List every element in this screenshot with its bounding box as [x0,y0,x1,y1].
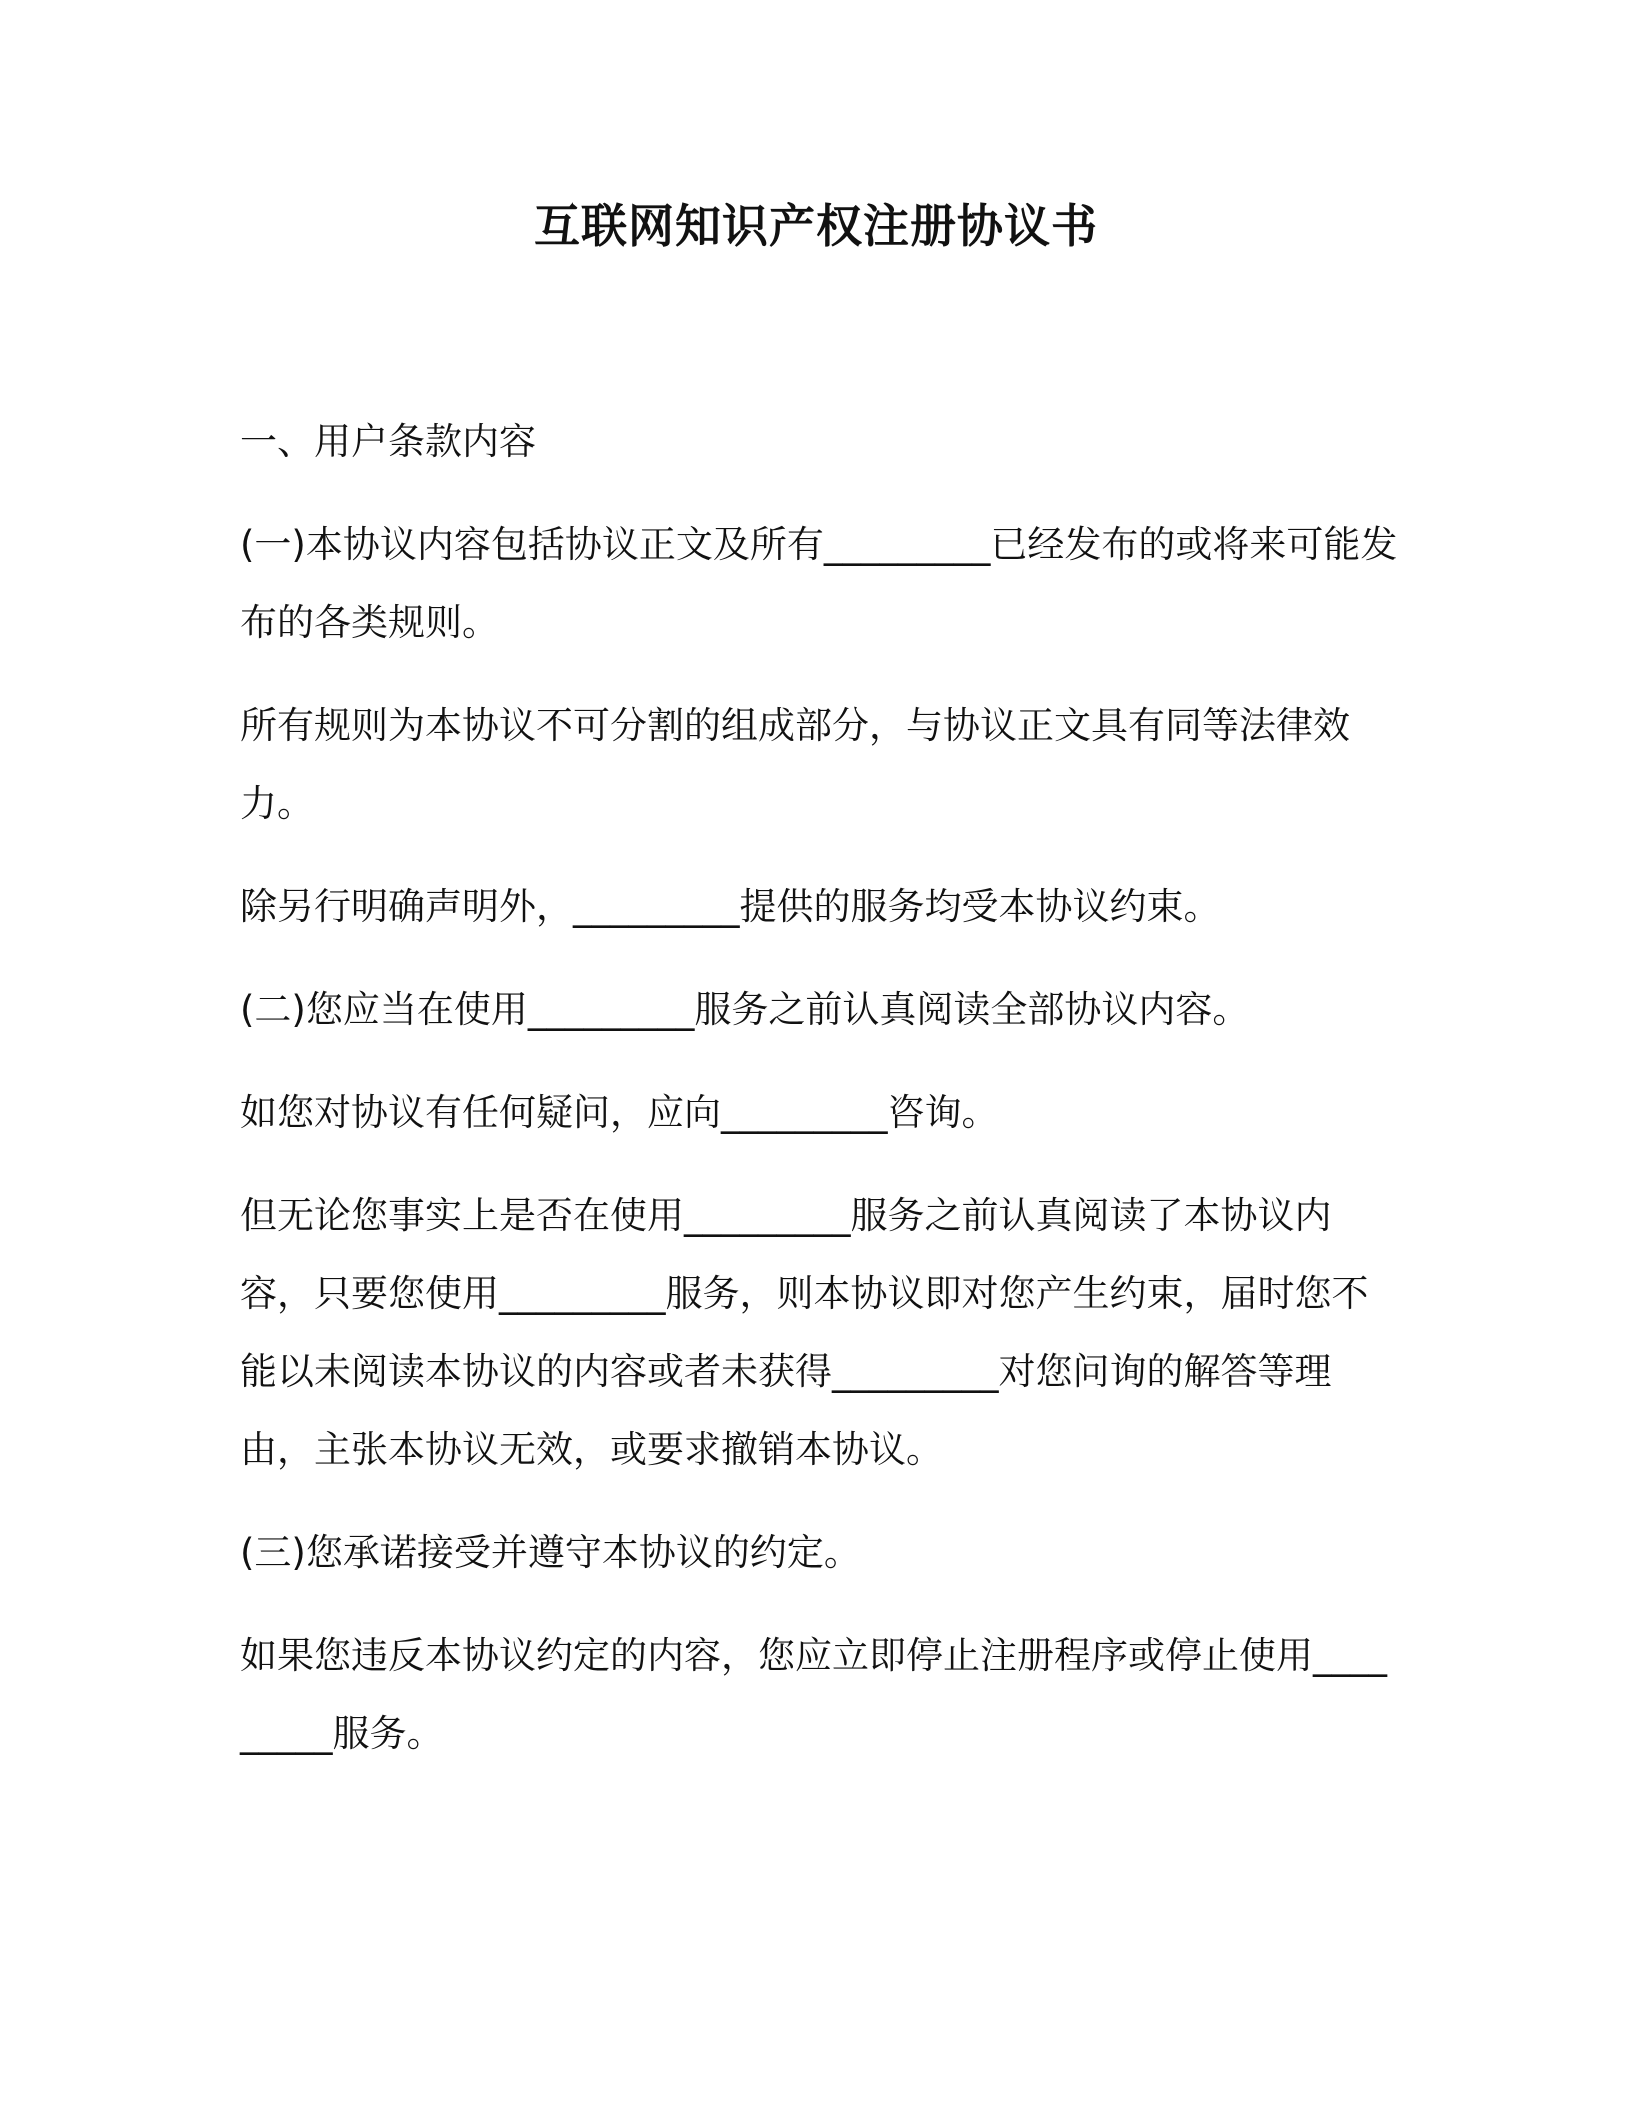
document-title: 互联网知识产权注册协议书 [534,199,1098,253]
violation-paragraph: 如果您违反本协议约定的内容，您应立即停止注册程序或停止使用_________服务。 [240,1634,1387,1755]
section-heading: 一、用户条款内容 [240,420,536,463]
rules-effect-paragraph: 所有规则为本协议不可分割的组成部分，与协议正文具有同等法律效力。 [240,704,1350,825]
document-body [240,403,1400,1798]
scope-paragraph: 除另行明确声明外，_________提供的服务均受本协议约束。 [240,885,1221,928]
clause-2-paragraph: (二)您应当在使用_________服务之前认真阅读全部协议内容。 [240,988,1250,1031]
clause-1-paragraph: (一)本协议内容包括协议正文及所有_________已经发布的或将来可能发布的各类规则。 [240,523,1398,644]
clause-3-paragraph: (三)您承诺接受并遵守本协议的约定。 [240,1531,861,1574]
inquiry-paragraph: 如您对协议有任何疑问，应向_________咨询。 [240,1091,999,1134]
binding-effect-paragraph: 但无论您事实上是否在使用_________服务之前认真阅读了本协议内容，只要您使用_________服务，则本协议即对您产生约束，届时您不能以未阅读本协议的内容或者未获得_________对您问询的解答等理由，主张本协议无效，或要求撤销本协议。 [240,1194,1369,1471]
